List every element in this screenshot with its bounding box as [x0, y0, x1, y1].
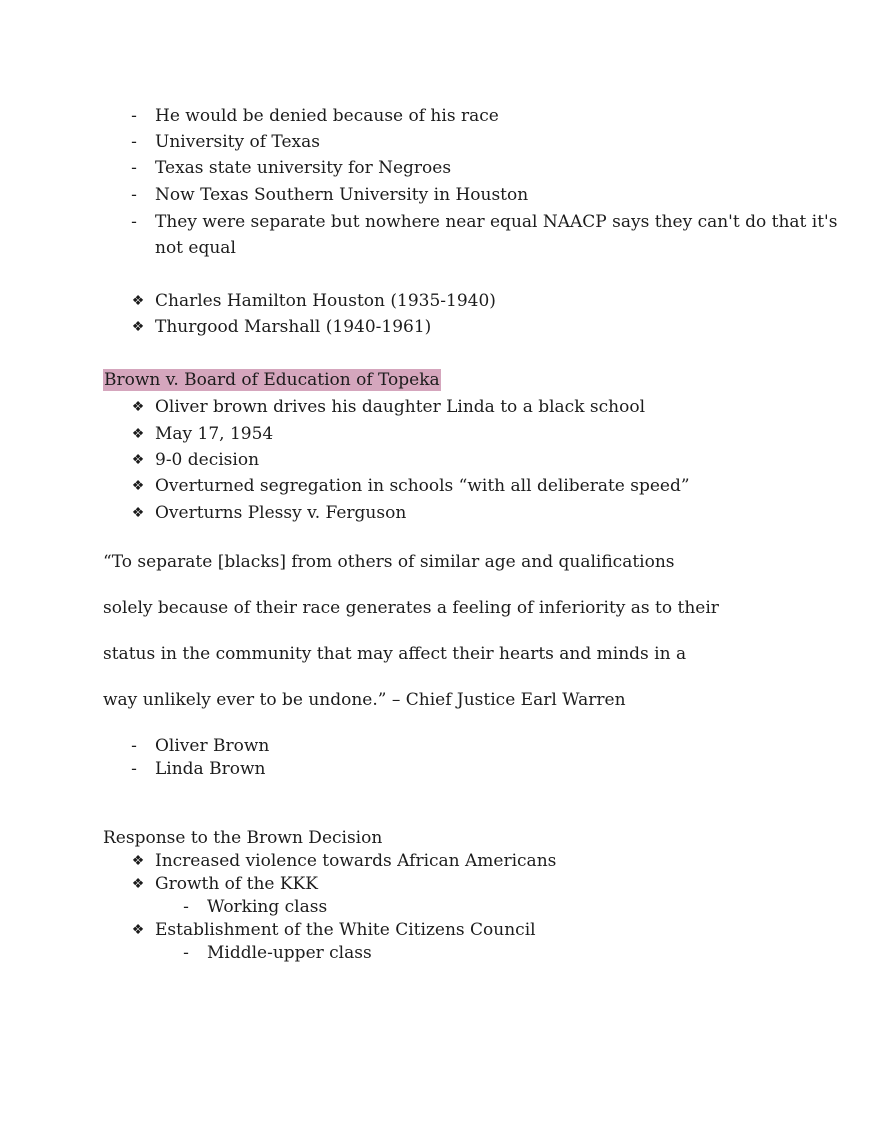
diamond-bullet-icon: ❖ — [131, 319, 145, 335]
diamond-bullet-icon: ❖ — [131, 505, 145, 521]
diamond-bullet-icon: ❖ — [131, 853, 145, 869]
section-heading: Brown v. Board of Education of Topeka — [104, 370, 440, 390]
list-item: He would be denied because of his race — [155, 106, 499, 126]
list-item: 9-0 decision — [155, 450, 260, 470]
dash-marker: - — [183, 897, 189, 917]
dash-marker: - — [131, 212, 137, 232]
quote-line: status in the community that may affect their hearts and minds in a — [103, 644, 687, 664]
dash-marker: - — [183, 943, 189, 963]
list-item: Linda Brown — [155, 759, 266, 779]
dash-marker: - — [131, 736, 137, 756]
dash-marker: - — [131, 132, 137, 152]
diamond-bullet-icon: ❖ — [131, 478, 145, 494]
diamond-bullet-icon: ❖ — [131, 922, 145, 938]
quote-line: solely because of their race generates a feeling of inferiority as to their — [103, 598, 719, 618]
diamond-bullet-icon: ❖ — [131, 426, 145, 442]
list-item: Thurgood Marshall (1940-1961) — [155, 317, 432, 337]
sub-list-item: Working class — [207, 897, 328, 917]
quote-line: “To separate [blacks] from others of similar age and qualifications — [103, 552, 675, 572]
section-heading: Response to the Brown Decision — [103, 828, 383, 848]
diamond-bullet-icon: ❖ — [131, 293, 145, 309]
list-item: They were separate but nowhere near equal NAACP says they can't do that it's — [155, 212, 838, 232]
dash-marker: - — [131, 106, 137, 126]
list-item: Oliver Brown — [155, 736, 270, 756]
list-item: Now Texas Southern University in Houston — [155, 185, 529, 205]
list-item: Texas state university for Negroes — [155, 158, 452, 178]
list-item: Increased violence towards African Americans — [155, 851, 557, 871]
diamond-bullet-icon: ❖ — [131, 399, 145, 415]
list-item: Charles Hamilton Houston (1935-1940) — [155, 291, 496, 311]
list-item: May 17, 1954 — [155, 424, 274, 444]
list-item: Growth of the KKK — [155, 874, 318, 894]
quote-line: way unlikely ever to be undone.” – Chief Justice Earl Warren — [103, 690, 626, 710]
dash-marker: - — [131, 759, 137, 779]
diamond-bullet-icon: ❖ — [131, 452, 145, 468]
sub-list-item: Middle-upper class — [207, 943, 372, 963]
list-item: Establishment of the White Citizens Council — [155, 920, 536, 940]
dash-marker: - — [131, 158, 137, 178]
dash-marker: - — [131, 185, 137, 205]
list-item: Overturned segregation in schools “with all deliberate speed” — [155, 476, 690, 496]
list-item: University of Texas — [155, 132, 320, 152]
diamond-bullet-icon: ❖ — [131, 876, 145, 892]
list-item: Oliver brown drives his daughter Linda to a black school — [155, 397, 646, 417]
list-item-continuation: not equal — [155, 238, 236, 258]
list-item: Overturns Plessy v. Ferguson — [155, 503, 407, 523]
